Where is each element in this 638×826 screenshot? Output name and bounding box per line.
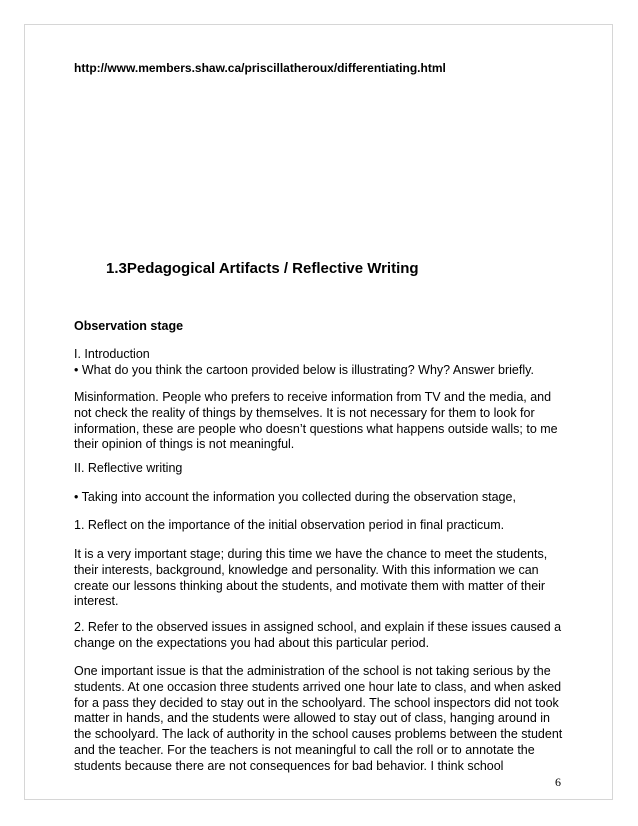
answer1-paragraph [74,390,574,453]
answer-1-line: their interests, background, knowledge and personality. With this information we can [74,562,539,577]
reflective-heading: II. Reflective writing [74,461,183,475]
intro-question: • What do you think the cartoon provided below is illustrating? Why? Answer briefly. [74,362,534,377]
answer-2-line: students. At one occasion three students arrived one hour late to class, and when asked [74,679,562,694]
answer1-line: Misinformation. People who prefers to receive information from TV and the media, and [74,390,552,404]
answer1-line: information, these are people who doesn’t questions what happens outside walls; to me [74,421,558,436]
answer-2-line: for a pass they decided to stay out in the schoolyard. The school inspectors did not took [74,695,559,710]
observation-stage-title: Observation stage [74,319,184,333]
answer1-line: not check the reality of things by themselves. It is not necessary for them to look for [74,405,535,420]
intro-heading: I. Introduction [74,347,150,361]
intro-block [74,347,574,379]
question-2 [74,620,574,652]
answer-2-line: and the teacher. For the teachers is not meaningful to call the roll or to annotate the [74,742,535,757]
answer1-line: their opinion of things is not meaningful. [74,437,295,452]
page-number: 6 [555,775,561,789]
answer-2-line: matter in hands, and the students were allowed to stay out of class, hanging around in [74,711,550,726]
answer-1-line: It is a very important stage; during this time we have the chance to meet the students, [74,547,548,561]
answer-2-line: the schoolyard. The lack of authority in the school causes problems between the student [74,727,563,742]
source-url[interactable]: http://www.members.shaw.ca/priscillatheroux/differentiating.html [74,61,446,75]
section-heading: 1.3Pedagogical Artifacts / Reflective Writing [106,260,419,277]
reflective-bullet: • Taking into account the information you collected during the observation stage, [74,490,516,504]
question-2-line: 2. Refer to the observed issues in assigned school, and explain if these issues caused a [74,620,562,634]
answer-1-line: interest. [74,594,119,609]
answer-2-line: One important issue is that the administration of the school is not taking serious by the [74,664,551,678]
answer-1-paragraph [74,547,574,610]
answer-1-line: create our lessons thinking about the students, and motivate them with matter of their [74,578,546,593]
answer-2-paragraph [74,664,574,775]
question-1: 1. Reflect on the importance of the initial observation period in final practicum. [74,518,505,532]
question-2-line: change on the expectations you had about this particular period. [74,635,430,650]
answer-2-line: students because there are not consequences for bad behavior. I think school [74,758,504,773]
